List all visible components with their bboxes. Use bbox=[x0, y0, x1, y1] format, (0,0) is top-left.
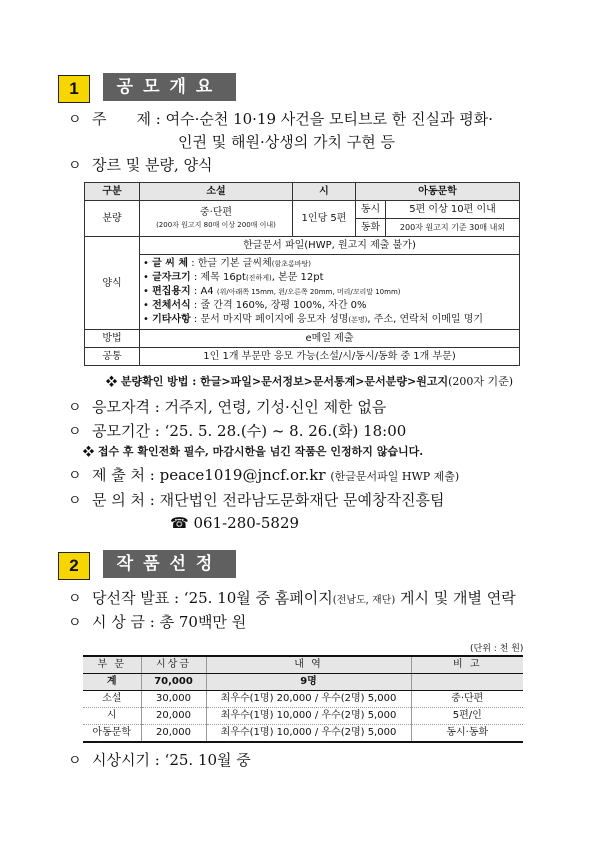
theme-line-2: 인권 및 해원·상생의 가치 구현 등 bbox=[178, 133, 395, 151]
period-line: ㅇ 공모기간 : ‘25. 5. 28.(수) ~ 8. 26.(화) 18:00 bbox=[68, 420, 406, 443]
genre-heading: ㅇ 장르 및 분량, 양식 bbox=[68, 154, 213, 177]
format-items bbox=[140, 255, 520, 330]
announce-line: ㅇ 당선작 발표 : ‘25. 10월 중 홈페이지(전남도, 재단) 게시 및 개별 연락 bbox=[68, 587, 516, 612]
unit-label: (단위 : 천 원) bbox=[470, 644, 524, 654]
header-cell: 구분 bbox=[85, 183, 140, 201]
row-label: 방법 bbox=[85, 330, 140, 348]
note-word-count: ❖ 분량확인 방법 : 한글>파일>문서정보>문서통계>문서분량>원고지(200자 기준) bbox=[106, 375, 514, 388]
header-cell: 내 역 bbox=[206, 656, 411, 674]
phone-line: ☎ 061-280-5829 bbox=[170, 514, 300, 532]
header-cell: 시 bbox=[293, 183, 356, 201]
format-item: • 글 씨 체 : 한글 기본 글씨체(함초롬바탕) bbox=[143, 258, 312, 269]
bullet-icon: ㅇ bbox=[68, 158, 82, 174]
note-icon: ❖ bbox=[106, 375, 117, 388]
child-type: 동화 bbox=[356, 219, 386, 237]
prize-table bbox=[83, 655, 523, 743]
header-cell: 비 고 bbox=[411, 656, 523, 674]
child-desc: 5편 이상 10편 이내 bbox=[386, 201, 520, 219]
format-item: • 전체서식 : 줄 간격 160%, 장평 100%, 자간 0% bbox=[143, 300, 367, 311]
format-main: 한글문서 파일(HWP, 원고지 제출 불가) bbox=[140, 237, 520, 255]
bullet-icon: ㅇ bbox=[68, 424, 82, 440]
row-label: 분량 bbox=[85, 201, 140, 237]
table-row: 계 70,000 9명 bbox=[83, 674, 523, 691]
format-item: • 기타사항 : 문서 마지막 페이지에 응모자 성명(본명), 주소, 연락처 이메일 명기 bbox=[143, 314, 484, 325]
row-label: 양식 bbox=[85, 237, 140, 330]
method-value: e메일 제출 bbox=[140, 330, 520, 348]
section-number: 1 bbox=[58, 75, 90, 103]
prize-line: ㅇ 시 상 금 : 총 70백만 원 bbox=[68, 611, 246, 634]
header-cell: 시상금 bbox=[141, 656, 206, 674]
header-cell: 아동문학 bbox=[356, 183, 520, 201]
child-desc: 200자 원고지 기준 30매 내외 bbox=[386, 219, 520, 237]
child-type: 동시 bbox=[356, 201, 386, 219]
section-number: 2 bbox=[58, 552, 90, 580]
bullet-icon: ㅇ bbox=[68, 753, 82, 769]
section-title: 작품선정 bbox=[103, 550, 236, 578]
inquiry-line: ㅇ 문 의 처 : 재단법인 전라남도문화재단 문예창작진흥팀 bbox=[68, 489, 444, 512]
note-confirm: ❖ 접수 후 확인전화 필수, 마감시한을 넘긴 작품은 인정하지 않습니다. bbox=[83, 445, 424, 458]
bullet-icon: ㅇ bbox=[68, 591, 82, 607]
section-title: 공모개요 bbox=[103, 73, 236, 101]
bullet-icon: ㅇ bbox=[68, 112, 82, 128]
table-row: 소설 30,000 최우수(1명) 20,000 / 우수(2명) 5,000 중·단편 bbox=[83, 691, 523, 708]
format-item: • 글자크기 : 제목 16pt(진하게), 본문 12pt bbox=[143, 272, 324, 283]
genre-table bbox=[84, 182, 520, 366]
poem-amount: 1인당 5편 bbox=[293, 201, 356, 237]
eligibility-line: ㅇ 응모자격 : 거주지, 연령, 기성·신인 제한 없음 bbox=[68, 396, 386, 419]
bullet-icon: ㅇ bbox=[68, 400, 82, 416]
award-time-line: ㅇ 시상시기 : ‘25. 10월 중 bbox=[68, 749, 251, 772]
bullet-icon: ㅇ bbox=[68, 493, 82, 509]
bullet-icon: ㅇ bbox=[68, 615, 82, 631]
header-cell: 부 문 bbox=[83, 656, 141, 674]
format-item: • 편집용지 : A4 (위/아래쪽 15mm, 왼/오른쪽 20mm, 머리/꼬리말 10mm) bbox=[143, 286, 401, 297]
header-cell: 소설 bbox=[140, 183, 293, 201]
table-row: 시 20,000 최우수(1명) 10,000 / 우수(2명) 5,000 5편/인 bbox=[83, 708, 523, 725]
novel-amount: 중·단편 (200자 원고지 80매 이상 200매 이내) bbox=[140, 201, 293, 237]
table-row: 아동문학 20,000 최우수(1명) 10,000 / 우수(2명) 5,000 동시·동화 bbox=[83, 725, 523, 743]
theme-line: ㅇ 주 제 : 여수·순천 10·19 사건을 모티브로 한 진실과 평화· bbox=[68, 108, 493, 131]
note-icon: ❖ bbox=[83, 445, 94, 458]
common-value: 1인 1개 부문만 응모 가능(소설/시/동시/동화 중 1개 부문) bbox=[140, 348, 520, 366]
submit-line: ㅇ 제 출 처 : peace1019@jncf.or.kr (한글문서파일 HWP 제출) bbox=[68, 464, 459, 488]
row-label: 공통 bbox=[85, 348, 140, 366]
phone-icon: ☎ bbox=[170, 514, 189, 532]
bullet-icon: ㅇ bbox=[68, 468, 82, 484]
